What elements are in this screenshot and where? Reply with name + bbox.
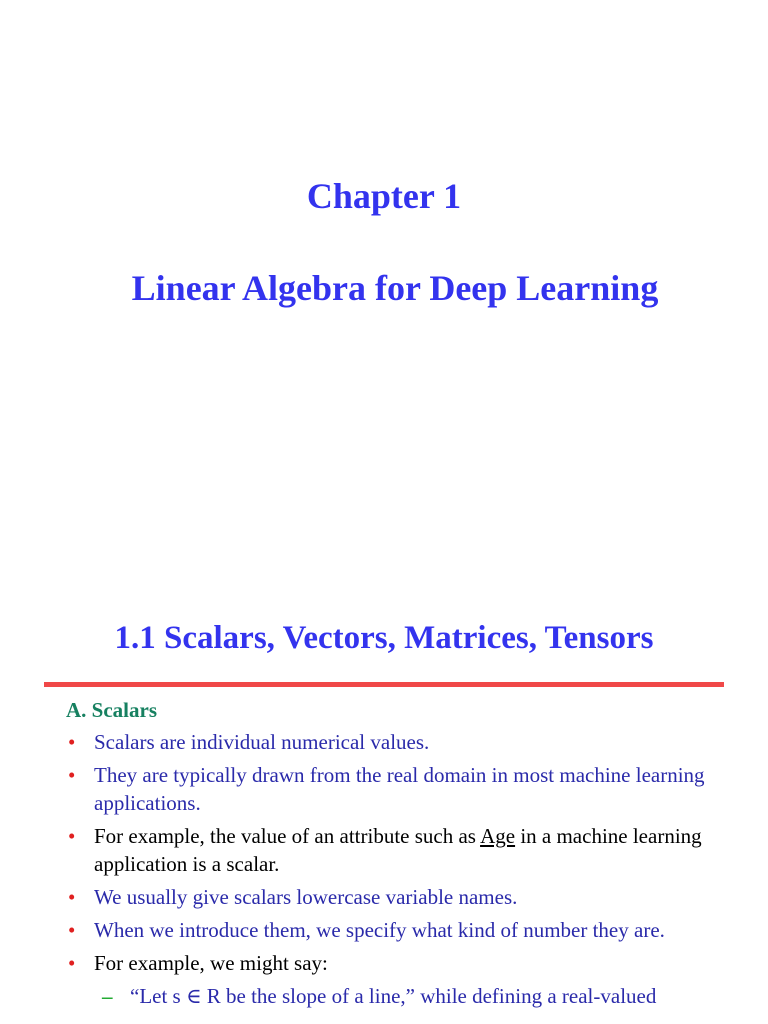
bullet-text: They are typically drawn from the real domain in most machine learning applications. <box>94 763 705 815</box>
subsection-heading: A. Scalars <box>66 698 157 722</box>
list-item <box>66 883 706 911</box>
title-divider <box>44 682 724 687</box>
bullet-marker-icon: • <box>68 824 76 848</box>
bullet-text-start: For example, the value of an attribute such as <box>94 824 476 848</box>
list-item <box>66 728 706 756</box>
dash-marker-icon: – <box>102 984 113 1008</box>
bullet-text: For example, we might say: <box>94 951 328 975</box>
bullet-text <box>94 824 702 876</box>
bullet-text: We usually give scalars lowercase variable names. <box>94 885 518 909</box>
bullet-marker-icon: • <box>68 918 76 942</box>
slide-scalars <box>0 560 768 1024</box>
sub-list-item <box>66 982 706 1010</box>
list-item <box>66 916 706 944</box>
chapter-title: Chapter 1 <box>306 176 462 216</box>
bullet-marker-icon: • <box>68 730 76 754</box>
bullet-marker-icon: • <box>68 951 76 975</box>
emphasized-term: Age <box>480 824 516 848</box>
sub-bullet-text: “Let s ∈ R be the slope of a line,” while defining a real-valued <box>130 984 657 1008</box>
bullet-marker-icon: • <box>68 885 76 909</box>
list-item <box>66 949 706 977</box>
chapter-subtitle: Linear Algebra for Deep Learning <box>131 268 659 308</box>
bullet-text: When we introduce them, we specify what kind of number they are. <box>94 918 665 942</box>
bullet-list <box>66 728 706 1010</box>
list-item <box>66 822 706 878</box>
bullet-text: Scalars are individual numerical values. <box>94 730 430 754</box>
bullet-marker-icon: • <box>68 763 76 787</box>
bullet-text-end: in a machine learning application is a scalar. <box>94 824 702 876</box>
section-title: 1.1 Scalars, Vectors, Matrices, Tensors <box>114 620 654 656</box>
list-item <box>66 761 706 817</box>
